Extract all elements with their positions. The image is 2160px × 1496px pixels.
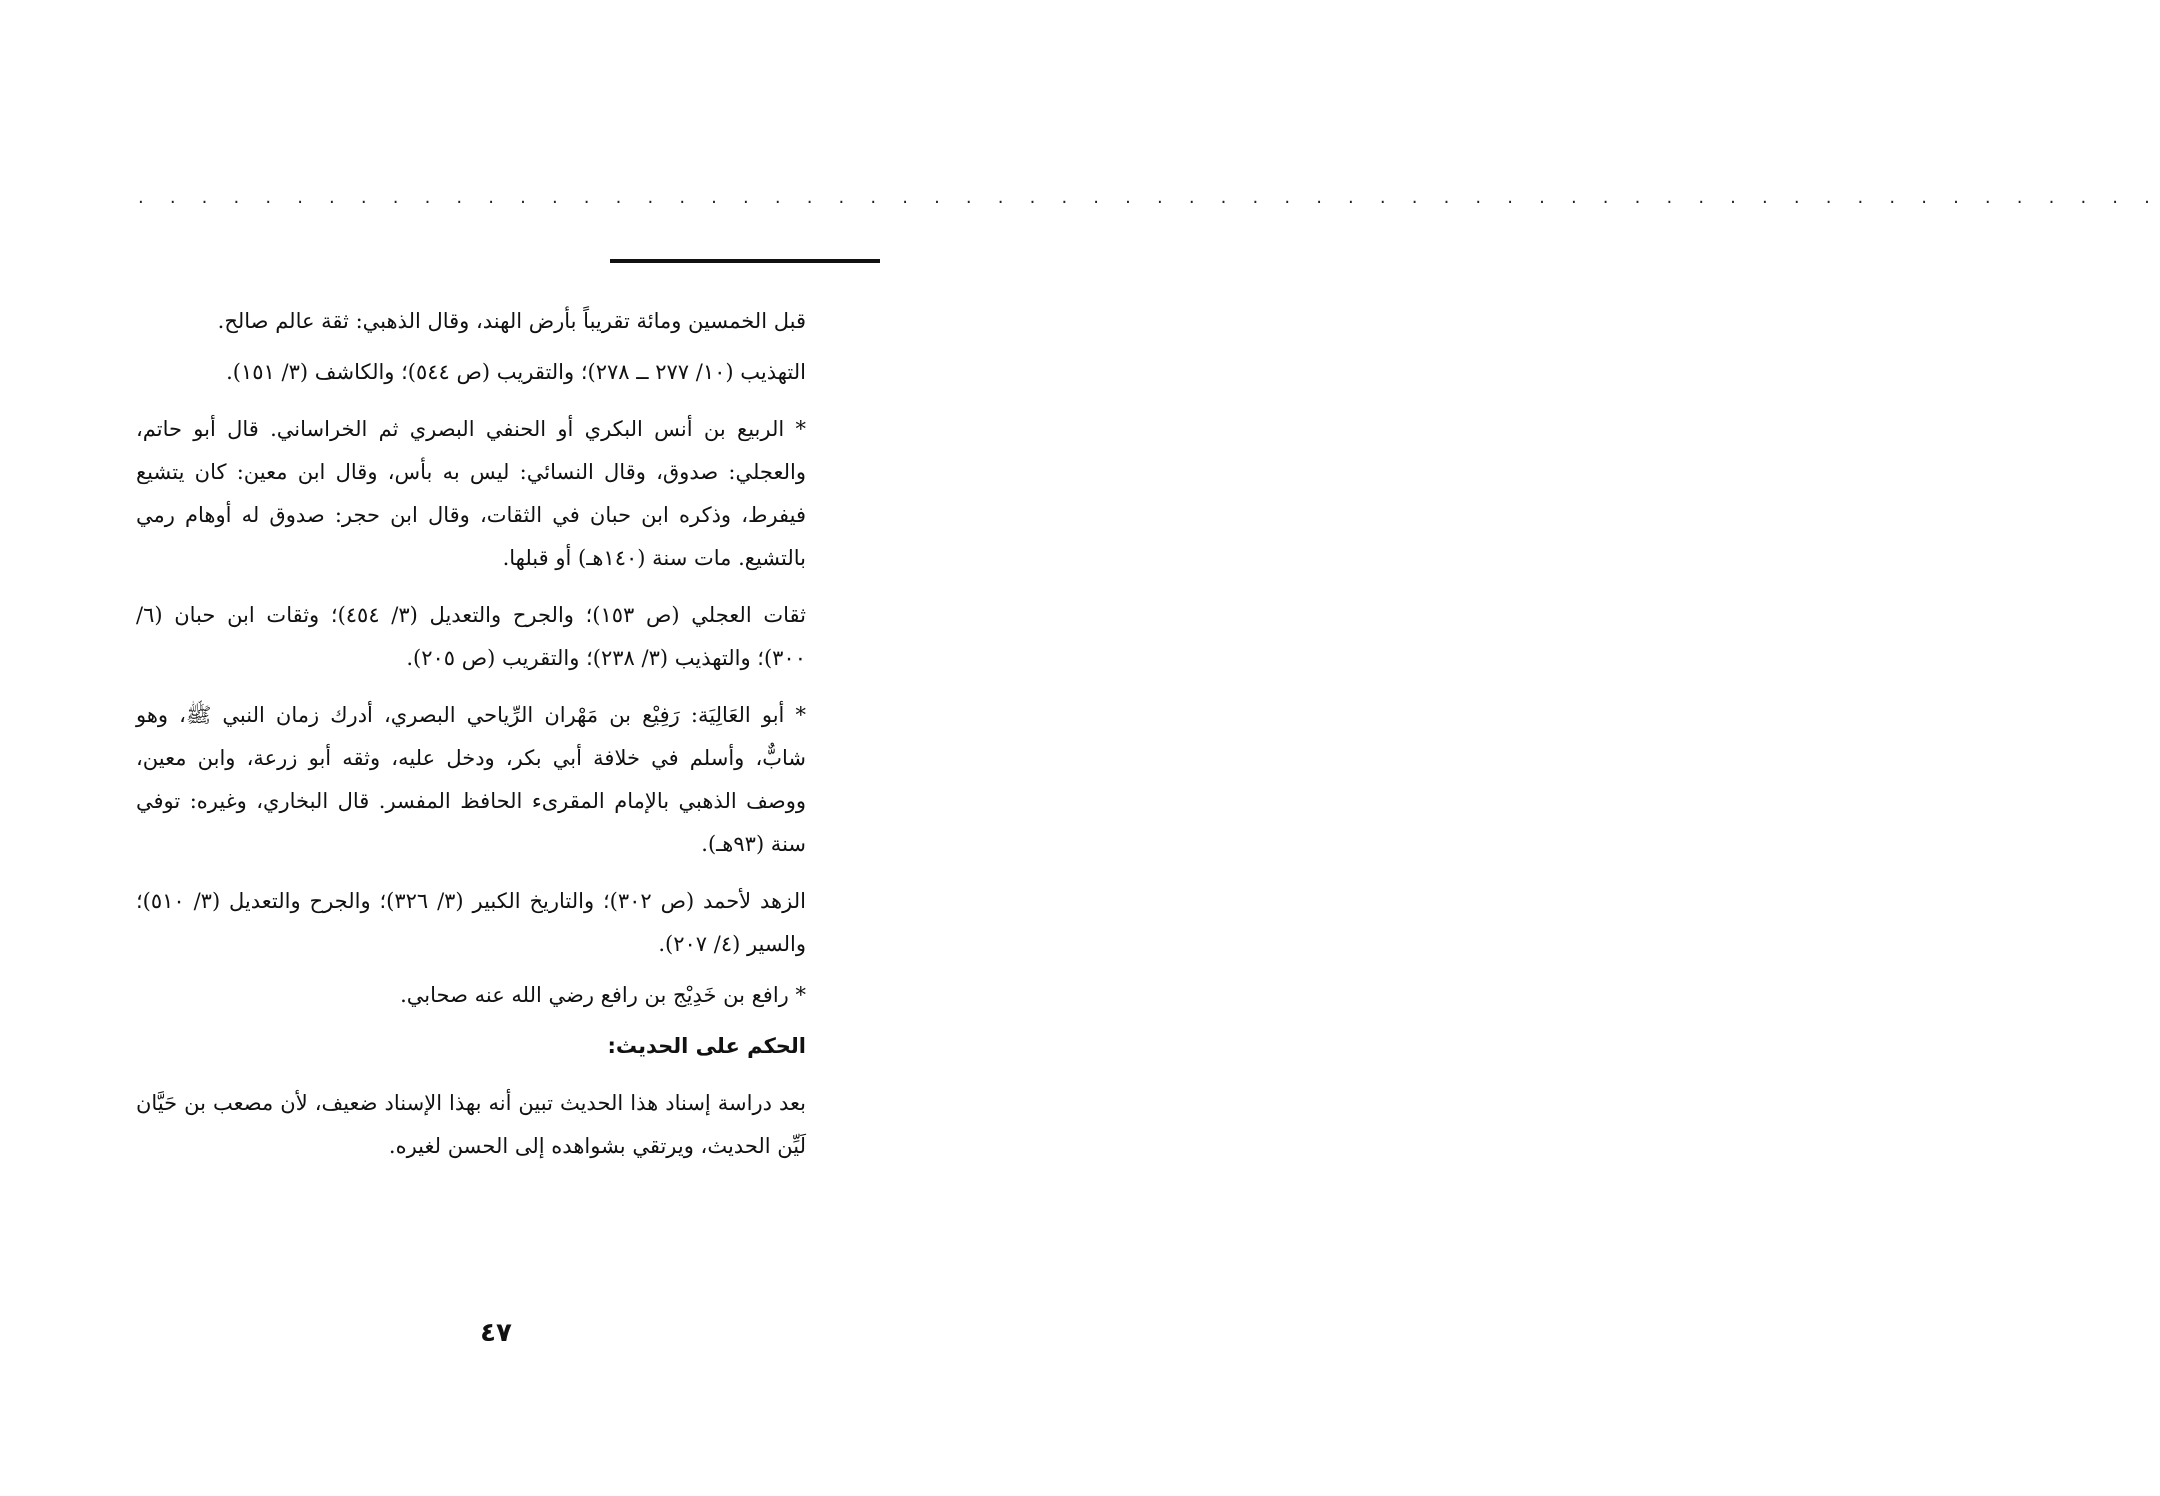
- footnote-paragraph: قبل الخمسين ومائة تقريباً بأرض الهند، وقال الذهبي: ثقة عالم صالح.: [217, 309, 806, 333]
- footnote-paragraph: * أبو العَالِيَة: رَفِيْع بن مَهْران الرِّياحي البصري، أدرك زمان النبي ﷺ، وهو شابٌّ، وأسلم في خلافة أبي بكر، ودخل عليه، وثقه أبو زرعة، وابن معين، ووصف الذهبي بالإمام المقرىء الحافظ المفسر. قال البخاري، وغيره: توفي سنة (٩٣هـ).: [136, 703, 806, 856]
- footnotes-body: [136, 300, 806, 1168]
- footnote-paragraph: ثقات العجلي (ص ١٥٣)؛ والجرح والتعديل (٣/ ٤٥٤)؛ وثقات ابن حبان (٦/ ٣٠٠)؛ والتهذيب (٣/ ٢٣٨)؛ والتقريب (ص ٢٠٥).: [136, 603, 806, 670]
- footnote-rule: [610, 259, 880, 263]
- section-heading: الحكم على الحديث:: [607, 1034, 806, 1058]
- footnote-paragraph: * الربيع بن أنس البكري أو الحنفي البصري ثم الخراساني. قال أبو حاتم، والعجلي: صدوق، وقال النسائي: ليس به بأس، وقال ابن معين: كان يتشيع فيفرط، وذكره ابن حبان في الثقات، وقال ابن حجر: صدوق له أوهام رمي بالتشيع. مات سنة (١٤٠هـ) أو قبلها.: [136, 417, 806, 570]
- dotted-separator: . . . . . . . . . . . . . . . . . . . . . . . . . . . . . . . . . . . . . . . . . . . . . . . . . . . . . . . . . . . . . . . .: [138, 187, 2160, 208]
- footnote-paragraph: التهذيب (١٠/ ٢٧٧ ــ ٢٧٨)؛ والتقريب (ص ٥٤٤)؛ والكاشف (٣/ ١٥١).: [226, 360, 806, 384]
- conclusion-paragraph: بعد دراسة إسناد هذا الحديث تبين أنه بهذا الإسناد ضعيف، لأن مصعب بن حَيَّان لَيِّن الحديث، ويرتقي بشواهده إلى الحسن لغيره.: [136, 1091, 806, 1158]
- page-number: ٤٧: [480, 1318, 512, 1348]
- footnote-paragraph: * رافع بن خَدِيْج بن رافع رضي الله عنه صحابي.: [400, 983, 806, 1007]
- footnote-paragraph: الزهد لأحمد (ص ٣٠٢)؛ والتاريخ الكبير (٣/ ٣٢٦)؛ والجرح والتعديل (٣/ ٥١٠)؛ والسير (٤/ ٢٠٧).: [136, 889, 806, 956]
